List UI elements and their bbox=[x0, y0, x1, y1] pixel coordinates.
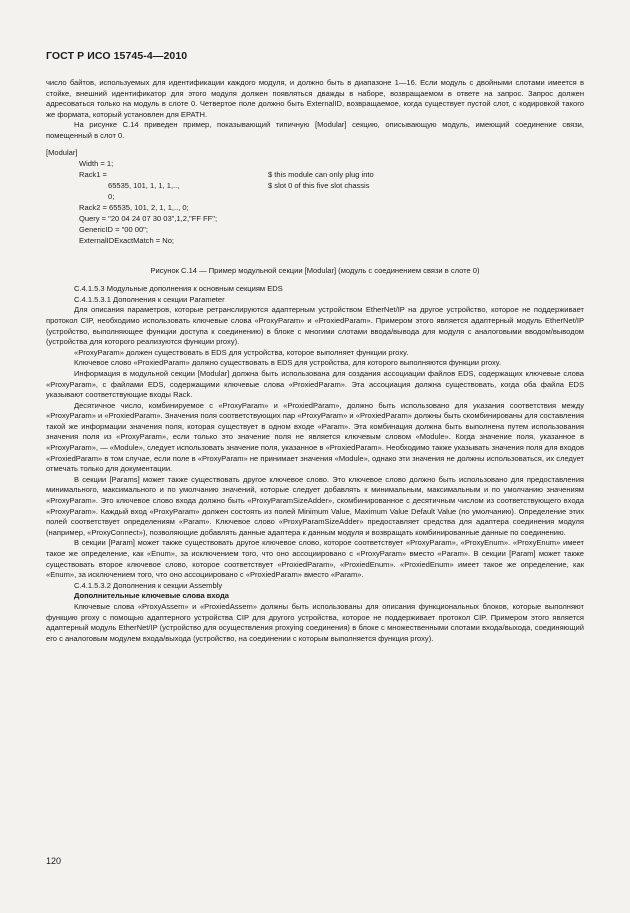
section-heading: С.4.1.5.3 Модульные дополнения к основным секциям EDS bbox=[74, 284, 283, 294]
code-comment: $ slot 0 of this five slot chassis bbox=[268, 180, 370, 190]
section-heading: С.4.1.5.3.1 Дополнения к секции Parameter bbox=[74, 294, 225, 304]
section-heading: С.4.1.5.3.2 Дополнения к секции Assembly bbox=[74, 580, 223, 590]
page-content bbox=[46, 78, 584, 644]
code-comment: $ this module can only plug into bbox=[268, 169, 374, 179]
body-paragraph: Информация в модульной секции [Modular] должна быть использована для создания ассоциации файлов EDS, содержащих ключевые слова «ProxyParam», с файлами EDS, содержащими ключевые слова «ProxiedParam». Эта ассоциация должна существовать, когда оба файла EDS указывают соответствующие входы Rack. bbox=[46, 368, 584, 400]
subsection-heading-text: Дополнительные ключевые слова входа bbox=[74, 591, 229, 601]
body-paragraph: В секции [Params] может также существовать другое ключевое слово. Это ключевое слово должно быть использовано для предоставления минимального, максимального и по умолчанию значений, которые следует добавлять к минимальным, максимальным и по умолчанию значениям «ProxyParam». Это ключевое слово входа должно быть «ProxyParamSizeAdder», скомбинированное с десятичным числом из соответствующего входа «ProxyParam». Каждый вход «ProxyParam» должен состоять из полей Minimum Value, Maximum Value Default Value (по умолчанию). Определение этих полей соответствует определениям «Param». Ключевое слово «ProxyParamSizeAdder» предоставляет средства для адаптера соединения модуля (например, «ProxyConnect»), позволяющие добавлять данные адаптера к данным модуля и возвращать комбинированные данные по соединению. bbox=[46, 474, 584, 537]
body-paragraph: Ключевые слова «ProxyAssem» и «ProxiedAssem» должны быть использованы для описания функциональных блоков, которые выполняют функцию proxy с помощью адаптерного устройства CIP для другого устройства, которое не поддерживает протокол CIP. Примером этого является адаптерный модуль EtherNet/IP (устройство для осуществления proxying соединения) в блоке с множественными слотами входа/выхода, соединяющий его с аналоговым модулем входа/выхода (устройство, на соединении с которым выполняется функция proxy). bbox=[46, 601, 584, 643]
code-line: Width = 1; bbox=[79, 158, 114, 168]
page-header: ГОСТ Р ИСО 15745-4—2010 bbox=[46, 50, 188, 62]
intro-paragraph-1: число байтов, используемых для идентификации каждого модуля, и должно быть в диапазоне 1—16. Если модуль с двойными слотами имеется в стойке, внешний идентификатор для этого модуля должен появляться дважды в наборе, возвращаемом в ответе на запрос. Запрос должен адресоваться только на модуль в слоте 0. Четвертое поле должно быть ExternalID, возвращаемое, когда существует пустой слот, с кодировкой такого же формата, который установлен для EPATH. bbox=[46, 78, 584, 119]
body-paragraph: Для описания параметров, которые ретранслируются адаптерным устройством EtherNet/IP на другое устройство, которое не поддерживает протокол CIP, необходимо использовать ключевые слова «ProxyParam» и «ProxiedParam». Примером этого является адаптерный модуль EtherNet/IP (устройство, выполняющее функции доступа к соединению) в блоке с многими слотами ввода/вывода для модуля с аналоговыми вводом/выводом (устройства для которого реализуются функции proxy). bbox=[46, 305, 584, 347]
code-line: Query = "20 04 24 07 30 03",1,2,"FF FF"; bbox=[79, 213, 218, 223]
code-line: 65535, 101, 1, 1, 1,.., bbox=[108, 180, 180, 190]
intro-paragraph-2: На рисунке С.14 приведен пример, показывающий типичную [Modular] секцию, описывающую модуль, имеющий соединение связи, помещенный в слот 0. bbox=[46, 120, 584, 140]
code-line: 0; bbox=[108, 191, 115, 201]
code-line: ExternalIDExactMatch = No; bbox=[79, 235, 175, 245]
body-paragraph: Ключевое слово «ProxiedParam» должно существовать в EDS для устройства, для которого выполняются функции proxy. bbox=[74, 358, 502, 368]
page-number: 120 bbox=[46, 856, 62, 866]
body-paragraph: В секции [Param] может также существовать другое ключевое слово, которое соответствует «ProxyParam», «ProxyEnum». «ProxyEnum» имеет такое же определение, как «Enum», за исключением того, что оно ассоциировано с «ProxyParam» вместо «Param». В секции [Param] может также существовать второе ключевое слово, которое соответствует «ProxiedParam», «ProxiedEnum». «ProxiedEnum» имеет такое же определение, как «Enum», за исключением того, что оно ассоциировано с «ProxiedParam» вместо «Param». bbox=[46, 538, 584, 580]
subsection-heading bbox=[46, 591, 584, 602]
code-line: [Modular] bbox=[46, 147, 78, 157]
figure-caption: Рисунок С.14 — Пример модульной секции [Modular] (модуль с соединением связи в слоте 0) bbox=[150, 265, 480, 275]
code-line: Rack2 = 65535, 101, 2, 1, 1,.., 0; bbox=[79, 202, 189, 212]
body-paragraph: «ProxyParam» должен существовать в EDS для устройства, которое выполняет функции proxy. bbox=[74, 347, 409, 357]
code-listing bbox=[46, 148, 584, 260]
body-paragraph: Десятичное число, комбинируемое с «ProxyParam» и «ProxiedParam», должно быть использовано для указания соответствия между «ProxyParam» и «ProxiedParam». Значения поля соответствующих пар «ProxyParam» и «ProxiedParam» должны быть скомбинированы для составления такой же информации значения поля, которая существует в одном входе «Param». Эта комбинация должна быть выполнена путем использования значения поля из «ProxyParam», если только это значение поля не является ключевым словом «Module». Когда значение поля, указанное в «ProxyParam», — «Module», следует использовать значение поля, указанное в «ProxiedParam». Необходимо также указывать значения поля для входов «ProxiedParam» в том случае, если поле в «ProxyParam» не принимает значения «Module», однако эти значения не должны использоваться, их следует отмечать только для документации. bbox=[46, 400, 584, 474]
code-line: Rack1 = bbox=[79, 169, 107, 179]
code-line: GenericID = "00 00"; bbox=[79, 224, 148, 234]
